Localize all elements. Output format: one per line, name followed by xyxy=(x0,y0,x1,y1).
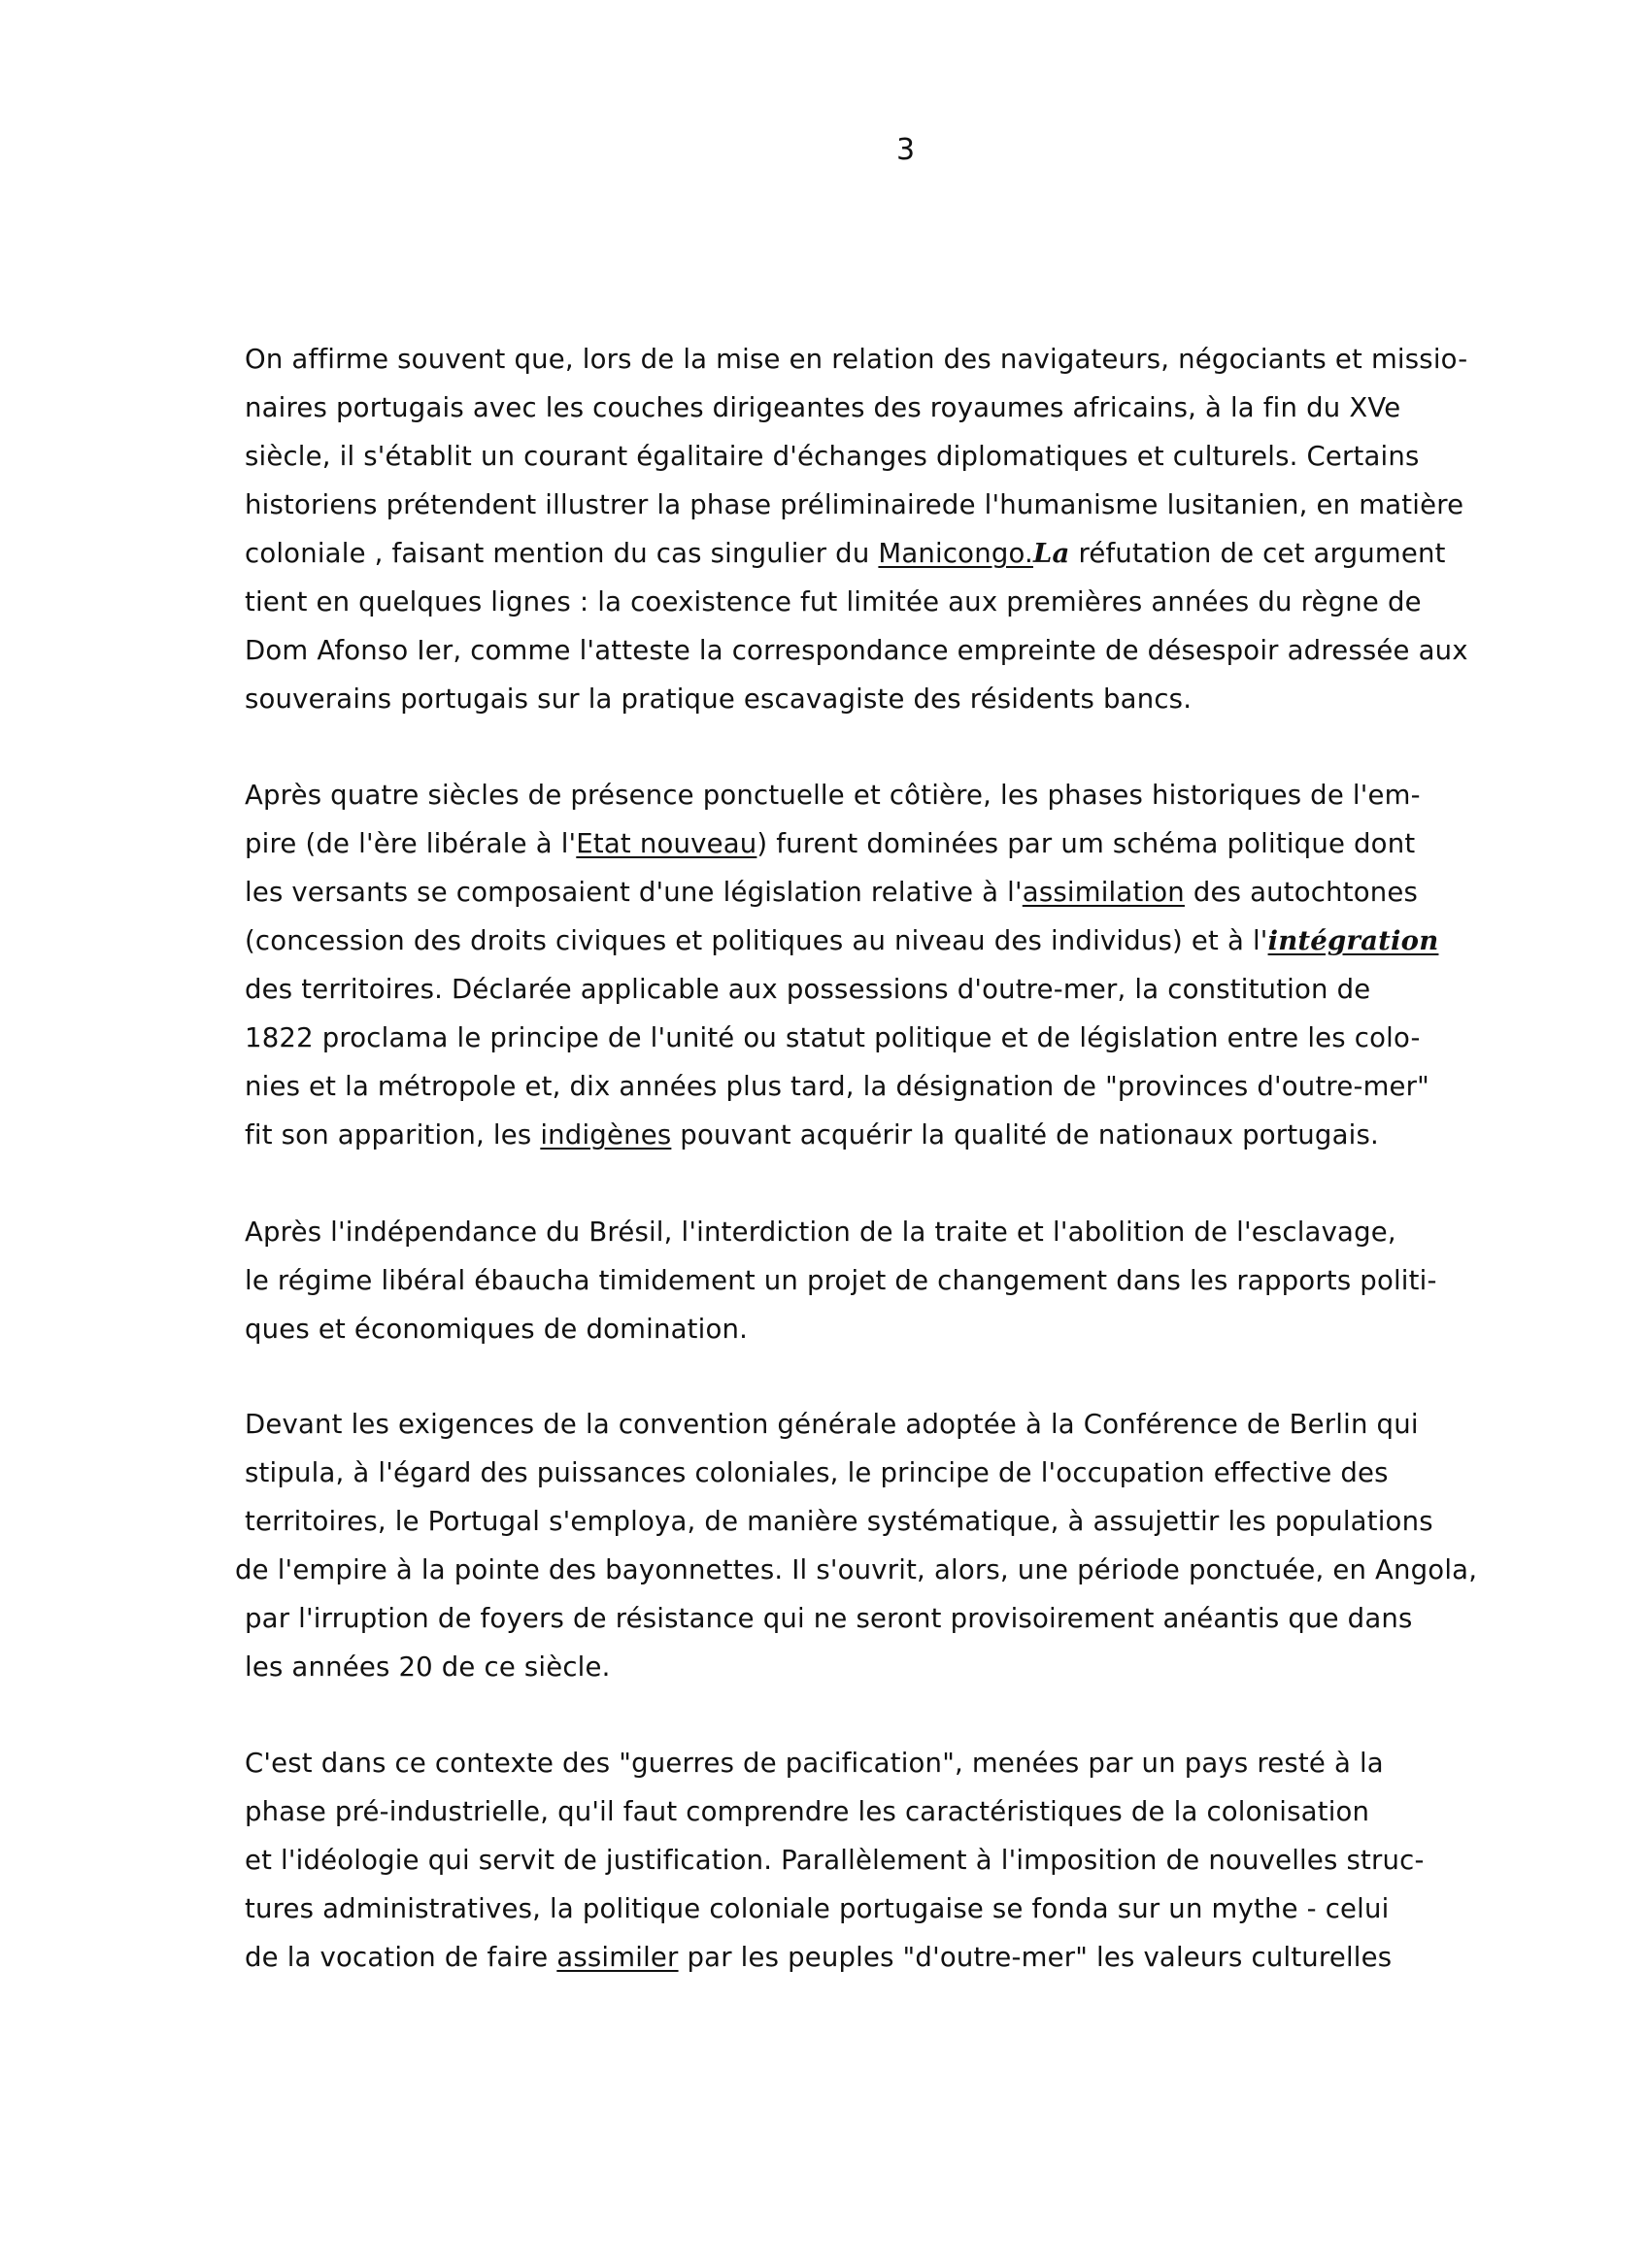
text-line: siècle, il s'établit un courant égalitaire d'échanges diplomatiques et culturels. Certains xyxy=(245,441,1420,472)
text-segment: (concession des droits civiques et politiques au niveau des individus) et à l' xyxy=(245,925,1268,956)
text-line xyxy=(245,1111,1595,1159)
text-line: 1822 proclama le principe de l'unité ou statut politique et de législation entre les colo- xyxy=(245,1022,1421,1053)
text-line: Dom Afonso Ier, comme l'atteste la correspondance empreinte de désespoir adressée aux xyxy=(245,635,1468,666)
text-line: tures administratives, la politique coloniale portugaise se fonda sur un mythe - celui xyxy=(245,1893,1390,1924)
text-segment: de la vocation de faire xyxy=(245,1942,557,1973)
text-segment: par les peuples "d'outre-mer" les valeurs culturelles xyxy=(678,1942,1393,1973)
text-line: des territoires. Déclarée applicable aux possessions d'outre-mer, la constitution de xyxy=(245,974,1371,1005)
text-line: souverains portugais sur la pratique escavagiste des résidents bancs. xyxy=(245,684,1193,715)
underlined-term: assimilation xyxy=(1022,877,1185,908)
text-line xyxy=(245,1933,1595,1982)
text-line: historiens prétendent illustrer la phase préliminairede l'humanisme lusitanien, en matière xyxy=(245,489,1464,520)
underlined-term: Manicongo. xyxy=(878,538,1033,569)
text-line: Devant les exigences de la convention générale adoptée à la Conférence de Berlin qui xyxy=(245,1409,1419,1440)
text-segment: pire (de l'ère libérale à l' xyxy=(245,828,577,859)
underlined-term: assimiler xyxy=(556,1942,679,1973)
text-line: les années 20 de ce siècle. xyxy=(245,1651,611,1683)
text-segment: coloniale , faisant mention du cas singulier du xyxy=(245,538,879,569)
text-segment: fit son apparition, les xyxy=(245,1119,541,1151)
paragraph-1 xyxy=(245,335,1595,723)
page-number: 3 xyxy=(896,133,916,167)
text-line: Après l'indépendance du Brésil, l'interdiction de la traite et l'abolition de l'esclavage, xyxy=(245,1217,1396,1248)
text-line: de l'empire à la pointe des bayonnettes. Il s'ouvrit, alors, une période ponctuée, en Angola, xyxy=(235,1554,1478,1585)
paragraph-5 xyxy=(245,1739,1595,1982)
paragraph-4 xyxy=(235,1400,1595,1691)
underlined-term: indigènes xyxy=(540,1119,672,1151)
handwritten-correction: La xyxy=(1032,538,1070,569)
text-line: On affirme souvent que, lors de la mise en relation des navigateurs, négociants et missio- xyxy=(245,344,1468,375)
text-line: C'est dans ce contexte des "guerres de pacification", menées par un pays resté à la xyxy=(245,1748,1384,1779)
text-line: naires portugais avec les couches dirigeantes des royaumes africains, à la fin du XVe xyxy=(245,392,1401,423)
text-segment: des autochtones xyxy=(1184,877,1419,908)
text-line: le régime libéral ébaucha timidement un projet de changement dans les rapports politi- xyxy=(245,1265,1437,1296)
text-line: nies et la métropole et, dix années plus tard, la désignation de "provinces d'outre-mer" xyxy=(245,1071,1430,1102)
text-line: ques et économiques de domination. xyxy=(245,1314,749,1345)
text-line: par l'irruption de foyers de résistance qui ne seront provisoirement anéantis que dans xyxy=(245,1603,1413,1634)
text-line: Après quatre siècles de présence ponctuelle et côtière, les phases historiques de l'em- xyxy=(245,780,1421,811)
text-line: et l'idéologie qui servit de justification. Parallèlement à l'imposition de nouvelles struc- xyxy=(245,1845,1425,1876)
text-line xyxy=(245,819,1595,868)
text-segment: pouvant acquérir la qualité de nationaux portugais. xyxy=(671,1119,1379,1151)
text-segment: ) furent dominées par um schéma politique dont xyxy=(756,828,1416,859)
text-line: tient en quelques lignes : la coexistence fut limitée aux premières années du règne de xyxy=(245,586,1422,617)
paragraph-3 xyxy=(245,1208,1595,1353)
handwritten-correction: intégration xyxy=(1267,925,1439,956)
text-line: stipula, à l'égard des puissances coloniales, le principe de l'occupation effective des xyxy=(245,1457,1389,1488)
text-segment: réfutation de cet argument xyxy=(1069,538,1446,569)
text-line: territoires, le Portugal s'employa, de manière systématique, à assujettir les populations xyxy=(245,1506,1433,1537)
text-line xyxy=(245,868,1595,917)
underlined-term: Etat nouveau xyxy=(576,828,757,859)
text-line xyxy=(245,529,1595,578)
text-line: phase pré-industrielle, qu'il faut comprendre les caractéristiques de la colonisation xyxy=(245,1796,1370,1827)
text-line xyxy=(245,917,1595,965)
text-segment: les versants se composaient d'une législation relative à l' xyxy=(245,877,1023,908)
paragraph-2 xyxy=(245,771,1595,1159)
